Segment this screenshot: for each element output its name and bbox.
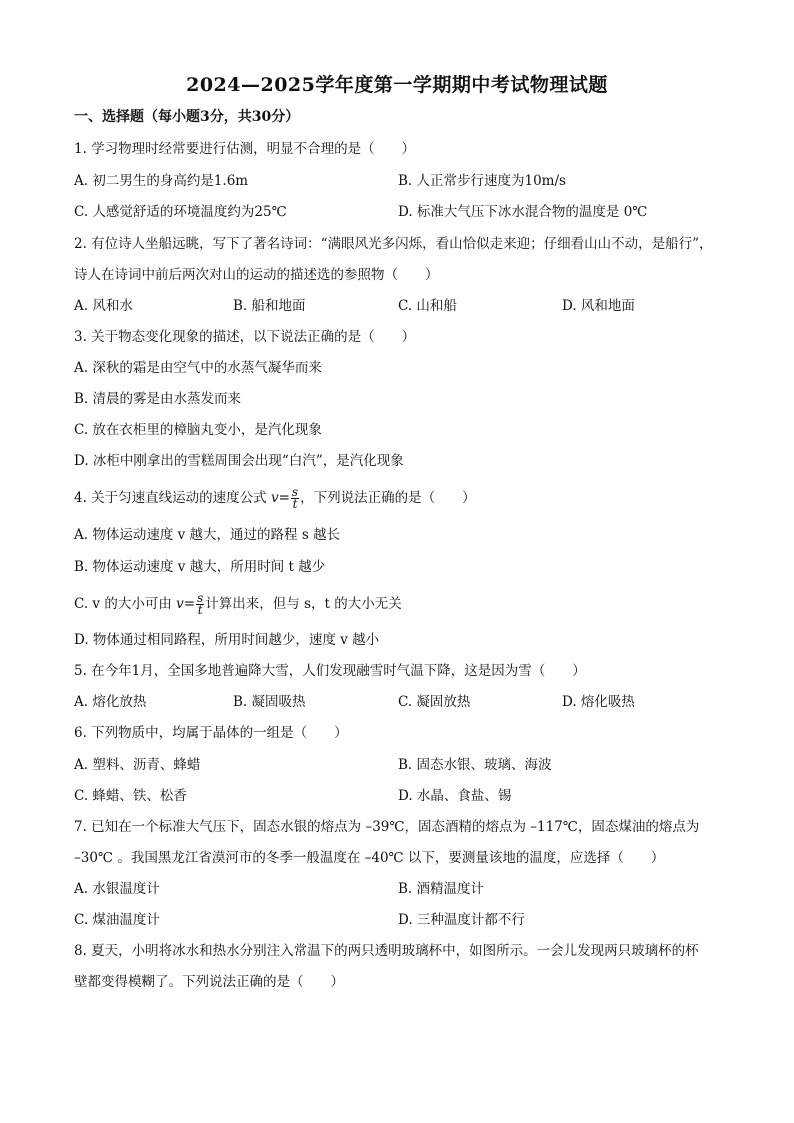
question-7-option-d: D. 三种温度计都不行 bbox=[398, 912, 525, 928]
question-2-option-d: D. 风和地面 bbox=[562, 298, 635, 314]
question-4-option-c bbox=[74, 593, 402, 616]
formula-equals: = bbox=[183, 596, 196, 612]
question-7-option-c: C. 煤油温度计 bbox=[74, 912, 160, 928]
question-2-stem-line1: 2. 有位诗人坐船远眺，写下了著名诗词：“满眼风光多闪烁，看山恰似走来迎；仔细看山山不动，是船行”， bbox=[74, 236, 713, 252]
formula-fraction bbox=[291, 487, 299, 510]
formula-denominator: t bbox=[292, 497, 298, 511]
question-4-stem-suffix: ，下列说法正确的是（ ） bbox=[300, 490, 476, 506]
formula-numerator: s bbox=[197, 591, 204, 605]
question-1-option-b: B. 人正常步行速度为10m/s bbox=[398, 173, 566, 189]
question-3-stem: 3. 关于物态变化现象的描述，以下说法正确的是（ ） bbox=[74, 329, 416, 345]
question-6-option-a: A. 塑料、沥青、蜂蜡 bbox=[74, 757, 201, 773]
question-6-option-b: B. 固态水银、玻璃、海波 bbox=[398, 757, 552, 773]
question-2-option-c: C. 山和船 bbox=[398, 298, 457, 314]
question-1-option-a: A. 初二男生的身高约是1.6m bbox=[74, 173, 249, 189]
question-3-option-d: D. 冰柜中刚拿出的雪糕周围会出现“白汽”，是汽化现象 bbox=[74, 453, 404, 469]
formula-denominator: t bbox=[197, 603, 203, 617]
question-3-option-c: C. 放在衣柜里的樟脑丸变小，是汽化现象 bbox=[74, 422, 322, 438]
question-8-stem-line2: 壁都变得模糊了。下列说法正确的是（ ） bbox=[74, 974, 344, 990]
section-heading: 一、选择题（每小题3分，共30分） bbox=[74, 109, 300, 125]
question-5-option-c: C. 凝固放热 bbox=[398, 694, 471, 710]
question-5-option-d: D. 熔化吸热 bbox=[562, 694, 635, 710]
question-4-stem-prefix: 4. 关于匀速直线运动的速度公式 bbox=[74, 490, 267, 506]
question-1-stem: 1. 学习物理时经常要进行估测，明显不合理的是（ ） bbox=[74, 141, 416, 157]
formula-equals: = bbox=[278, 490, 290, 506]
question-8-stem-line1: 8. 夏天，小明将冰水和热水分别注入常温下的两只透明玻璃杯中，如图所示。一会儿发现两只玻璃杯的杯 bbox=[74, 943, 699, 959]
question-5-option-a: A. 熔化放热 bbox=[74, 694, 147, 710]
formula-v: v bbox=[270, 490, 279, 506]
question-1-option-d: D. 标准大气压下冰水混合物的温度是 0℃ bbox=[398, 204, 648, 220]
formula-fraction bbox=[196, 593, 204, 616]
formula-v: v bbox=[176, 596, 184, 612]
question-5-option-b: B. 凝固吸热 bbox=[233, 694, 306, 710]
question-1-option-c: C. 人感觉舒适的环境温度约为25℃ bbox=[74, 204, 287, 220]
question-6-option-d: D. 水晶、食盐、锡 bbox=[398, 788, 512, 804]
question-3-option-a: A. 深秋的霜是由空气中的水蒸气凝华而来 bbox=[74, 360, 322, 376]
question-5-stem: 5. 在今年1月，全国多地普遍降大雪，人们发现融雪时气温下降，这是因为雪（ ） bbox=[74, 663, 586, 679]
question-7-stem-line1: 7. 已知在一个标准大气压下，固态水银的熔点为 –39℃，固态酒精的熔点为 –117℃，固态煤油的熔点为 bbox=[74, 819, 700, 835]
question-2-option-a: A. 风和水 bbox=[74, 298, 133, 314]
question-3-option-b: B. 清晨的雾是由水蒸发而来 bbox=[74, 391, 242, 407]
question-6-option-c: C. 蜂蜡、铁、松香 bbox=[74, 788, 187, 804]
question-7-stem-line2: –30℃ 。我国黑龙江省漠河市的冬季一般温度在 –40℃ 以下，要测量该地的温度，应选择（ ） bbox=[74, 850, 665, 866]
question-2-stem-line2: 诗人在诗词中前后两次对山的运动的描述选的参照物（ ） bbox=[74, 267, 439, 283]
question-4-stem bbox=[74, 487, 476, 510]
exam-title: 2024—2025学年度第一学期期中考试物理试题 bbox=[186, 74, 608, 96]
formula-numerator: s bbox=[291, 485, 299, 499]
question-6-stem: 6. 下列物质中，均属于晶体的一组是（ ） bbox=[74, 725, 348, 741]
question-7-option-b: B. 酒精温度计 bbox=[398, 881, 485, 897]
question-4-option-a: A. 物体运动速度 v 越大，通过的路程 s 越长 bbox=[74, 527, 341, 543]
question-2-option-b: B. 船和地面 bbox=[233, 298, 306, 314]
question-4-option-b: B. 物体运动速度 v 越大，所用时间 t 越少 bbox=[74, 559, 326, 575]
question-7-option-a: A. 水银温度计 bbox=[74, 881, 160, 897]
option-c-prefix: C. v 的大小可由 bbox=[74, 596, 172, 612]
option-c-suffix: 计算出来，但与 s，t 的大小无关 bbox=[205, 596, 402, 612]
question-4-option-d: D. 物体通过相同路程，所用时间越少，速度 v 越小 bbox=[74, 632, 380, 648]
